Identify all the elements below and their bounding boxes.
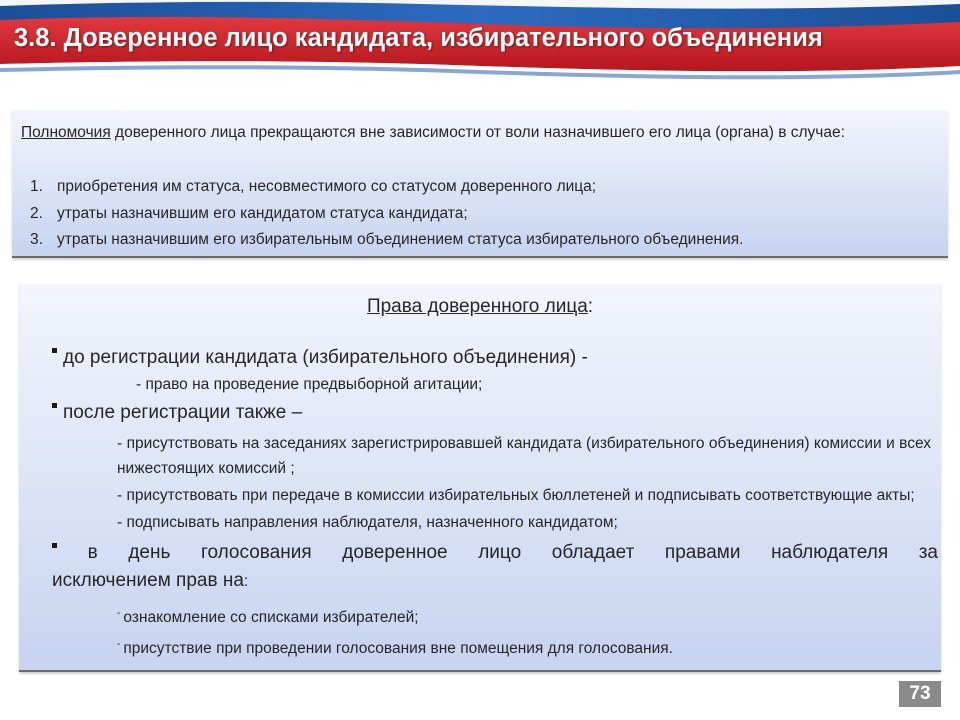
sub-item: - подписывать направления наблюдателя, назначенного кандидатом;: [117, 514, 618, 531]
bullet-square-icon: [52, 348, 57, 353]
dash-marker: -: [117, 608, 121, 619]
list-item-text: приобретения им статуса, несовместимого со статусом доверенного лица;: [57, 178, 597, 195]
bullet-text: исключением прав на: [52, 570, 244, 591]
list-item-text: утраты назначившим его кандидатом статуса кандидата;: [57, 204, 468, 222]
bullet-before-registration: [52, 344, 938, 372]
sub-item: - право на проведение предвыборной агитации;: [136, 376, 483, 393]
powers-word: Полномочия: [21, 124, 111, 141]
list-item: [21, 201, 743, 228]
bullet-voting-day: [52, 539, 938, 596]
voting-day-line-2: [52, 567, 938, 596]
rights-title-text: Права доверенного лица: [366, 296, 588, 317]
termination-intro: [21, 120, 939, 145]
sub-item: - присутствовать на заседаниях зарегистрировавшей кандидата (избирательного объединения) комиссии и всех нижестоящих комиссий ;: [117, 435, 931, 477]
word: в: [87, 542, 98, 563]
page-number-badge: 73: [899, 681, 941, 707]
word: обладает: [551, 542, 635, 563]
bullet-with-word: [52, 539, 57, 567]
sub-item: [117, 631, 938, 662]
sub-item: - присутствовать при передаче в комиссии избирательных бюллетеней и подписывать соответствующие акты;: [117, 487, 915, 504]
rights-title-colon: :: [587, 296, 594, 317]
list-number: 1.: [30, 178, 43, 195]
word: доверенное: [342, 542, 448, 563]
word: день: [128, 542, 171, 563]
voting-day-line: [52, 539, 938, 567]
word: голосования: [200, 542, 312, 563]
bullet-text: после регистрации также –: [63, 402, 303, 423]
rights-box: [19, 284, 941, 672]
word: за: [918, 542, 938, 563]
sub-item-text: ознакомление со списками избирателей;: [123, 609, 419, 626]
sub-item-text: присутствие при проведении голосования вне помещения для голосования.: [123, 640, 673, 657]
word: правами: [664, 542, 741, 563]
slide-title: 3.8. Доверенное лицо кандидата, избирательного объединения: [14, 24, 823, 52]
bullet-text: до регистрации кандидата (избирательного объединения) -: [63, 347, 588, 368]
header-banner: [0, 0, 960, 82]
list-item: [21, 227, 743, 254]
rights-content: [52, 344, 938, 662]
termination-intro-text: доверенного лица прекращаются вне зависимости от воли назначившего его лица (органа) в случае:: [110, 124, 845, 141]
colon: :: [243, 573, 249, 590]
word: лицо: [478, 542, 522, 563]
bullet-square-icon: [52, 403, 57, 408]
bullet-square-icon: [52, 543, 57, 548]
bullet-after-registration: [52, 399, 938, 427]
rights-title: [19, 296, 941, 318]
list-item: [21, 174, 743, 201]
list-number: 3.: [30, 231, 43, 248]
sub-item: [117, 600, 938, 631]
list-number: 2.: [30, 204, 43, 222]
termination-box: [12, 110, 948, 258]
list-item-text: утраты назначившим его избирательным объединением статуса избирательного объединения.: [57, 231, 744, 248]
termination-list: [21, 174, 743, 254]
word: наблюдателя: [771, 542, 889, 563]
dash-marker: -: [117, 639, 121, 650]
